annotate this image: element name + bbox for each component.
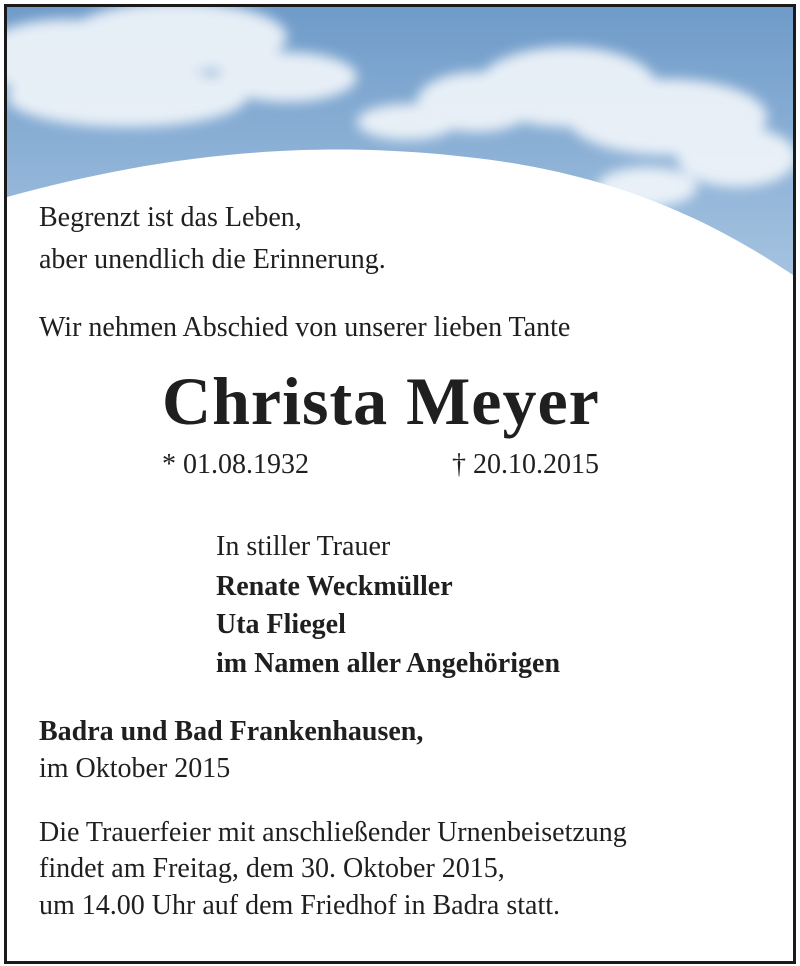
mourner-name: Uta Fliegel — [216, 609, 346, 640]
funeral-line-3: um 14.00 Uhr auf dem Friedhof in Badra statt. — [39, 890, 561, 921]
funeral-line-2: findet am Freitag, dem 30. Oktober 2015, — [39, 853, 505, 884]
mourner-name: Renate Weckmüller — [216, 571, 453, 602]
place-location: Badra und Bad Frankenhausen, — [39, 716, 424, 747]
death-date: † 20.10.2015 — [452, 449, 599, 480]
funeral-line-1: Die Trauerfeier mit anschließender Urnenbeisetzung — [39, 817, 627, 848]
obituary-notice — [4, 4, 796, 964]
deceased-name: Christa Meyer — [162, 363, 600, 439]
birth-date: * 01.08.1932 — [162, 449, 309, 480]
quote-line-2: aber unendlich die Erinnerung. — [39, 244, 386, 275]
place-date: im Oktober 2015 — [39, 753, 231, 784]
mourners-intro: In stiller Trauer — [216, 531, 391, 562]
quote-line-1: Begrenzt ist das Leben, — [39, 202, 302, 233]
mourner-name: im Namen aller Angehörigen — [216, 648, 561, 679]
intro-text: Wir nehmen Abschied von unserer lieben Tante — [39, 312, 571, 343]
